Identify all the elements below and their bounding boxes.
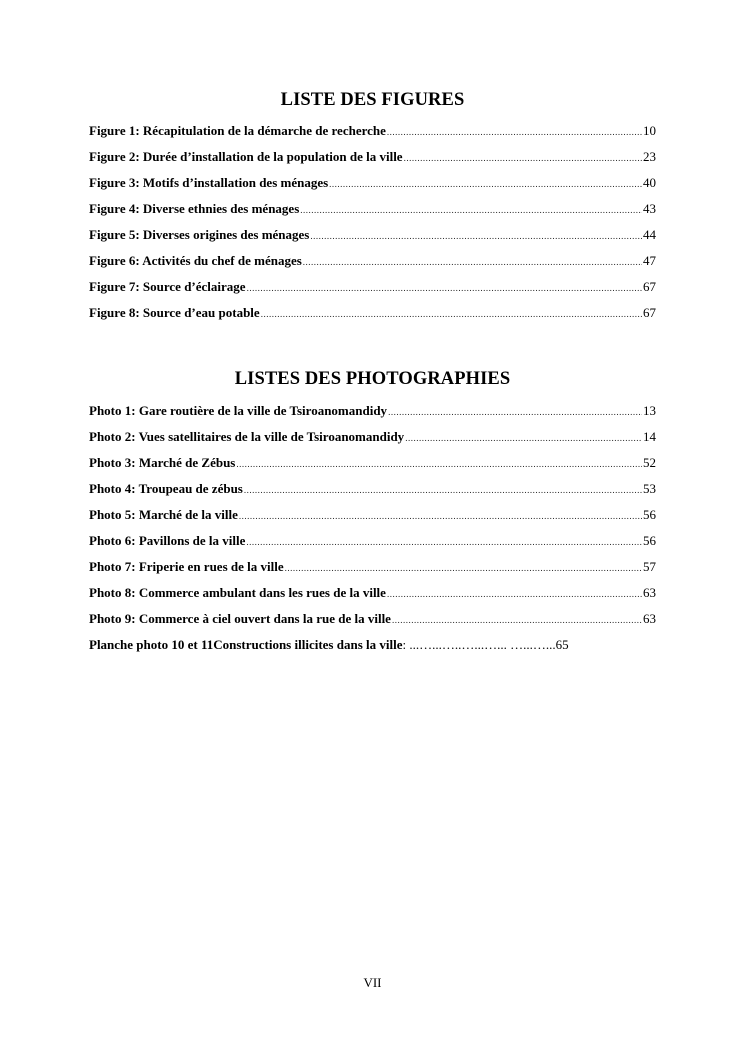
dot-leader [239, 506, 642, 526]
entry-page: 47 [643, 253, 656, 268]
entry-page: 67 [643, 305, 656, 320]
dot-leader [285, 558, 642, 578]
figure-entry[interactable] [89, 251, 656, 277]
photos-list [89, 401, 656, 661]
photo-entry[interactable] [89, 505, 656, 531]
photo-entry[interactable] [89, 531, 656, 557]
dot-leader [387, 584, 642, 604]
dot-leader [261, 304, 642, 324]
photo-entry[interactable] [89, 479, 656, 505]
entry-page: 63 [643, 611, 656, 626]
dot-leader [246, 532, 642, 552]
entry-label: Figure 5: Diverses origines des ménages [89, 227, 310, 242]
photo-entry[interactable] [89, 453, 656, 479]
photo-entry[interactable] [89, 583, 656, 609]
entry-page: 53 [643, 481, 656, 496]
planche-prefix: Planche photo 10 et 11 [89, 637, 214, 652]
entry-page: 52 [643, 455, 656, 470]
photo-entry[interactable] [89, 609, 656, 635]
dot-leader [310, 226, 642, 246]
photos-heading: LISTES DES PHOTOGRAPHIES [234, 369, 511, 389]
entry-page: 57 [643, 559, 656, 574]
figure-entry[interactable] [89, 277, 656, 303]
entry-label: Photo 7: Friperie en rues de la ville [89, 559, 284, 574]
dot-leader [387, 122, 642, 142]
entry-page: 10 [643, 123, 656, 138]
entry-label: Figure 1: Récapitulation de la démarche de recherche [89, 123, 386, 138]
dot-leader [388, 402, 642, 422]
entry-label: Photo 2: Vues satellitaires de la ville de Tsiroanomandidy [89, 429, 405, 444]
dot-leader [329, 174, 642, 194]
entry-label: Photo 1: Gare routière de la ville de Tsiroanomandidy [89, 403, 388, 418]
entry-label: Figure 6: Activités du chef de ménages [89, 253, 302, 268]
entry-label: Photo 3: Marché de Zébus [89, 455, 236, 470]
entry-page: 56 [643, 507, 656, 522]
photo-entry[interactable] [89, 557, 656, 583]
figure-entry[interactable] [89, 121, 656, 147]
figure-entry[interactable] [89, 225, 656, 251]
dot-leader [247, 278, 642, 298]
figure-entry[interactable] [89, 199, 656, 225]
dot-leader [392, 610, 642, 630]
entry-label: Figure 8: Source d’eau potable [89, 305, 260, 320]
figure-entry[interactable] [89, 173, 656, 199]
dot-leader [244, 480, 642, 500]
entry-label: Photo 8: Commerce ambulant dans les rues de la ville [89, 585, 386, 600]
figure-entry[interactable] [89, 303, 656, 329]
entry-label: Photo 6: Pavillons de la ville [89, 533, 246, 548]
entry-page: 56 [643, 533, 656, 548]
planche-entry[interactable] [89, 635, 656, 661]
figure-entry[interactable] [89, 147, 656, 173]
dot-leader [300, 200, 642, 220]
entry-page: 63 [643, 585, 656, 600]
dot-leader [404, 148, 642, 168]
entry-label: Figure 2: Durée d’installation de la population de la ville [89, 149, 403, 164]
entry-label: Figure 7: Source d’éclairage [89, 279, 246, 294]
planche-suffix: : ...…...…..…...…... …...…...65 [402, 637, 569, 652]
dot-leader [405, 428, 642, 448]
photo-entry[interactable] [89, 427, 656, 453]
photo-entry[interactable] [89, 401, 656, 427]
planche-title: Constructions illicites dans la ville [213, 637, 403, 652]
entry-label: Figure 3: Motifs d’installation des ménages [89, 175, 329, 190]
entry-label: Photo 5: Marché de la ville [89, 507, 238, 522]
entry-label: Figure 4: Diverse ethnies des ménages [89, 201, 300, 216]
entry-page: 43 [643, 201, 656, 216]
entry-page: 13 [643, 403, 656, 418]
entry-label: Photo 9: Commerce à ciel ouvert dans la rue de la ville [89, 611, 391, 626]
dot-leader [303, 252, 642, 272]
page-number: VII [363, 975, 382, 990]
entry-page: 44 [643, 227, 656, 242]
dot-leader [236, 454, 642, 474]
entry-page: 40 [643, 175, 656, 190]
entry-page: 14 [643, 429, 656, 444]
figures-list [89, 121, 656, 329]
entry-page: 67 [643, 279, 656, 294]
entry-label: Photo 4: Troupeau de zébus [89, 481, 243, 496]
entry-page: 23 [643, 149, 656, 164]
figures-heading: LISTE DES FIGURES [280, 90, 465, 110]
